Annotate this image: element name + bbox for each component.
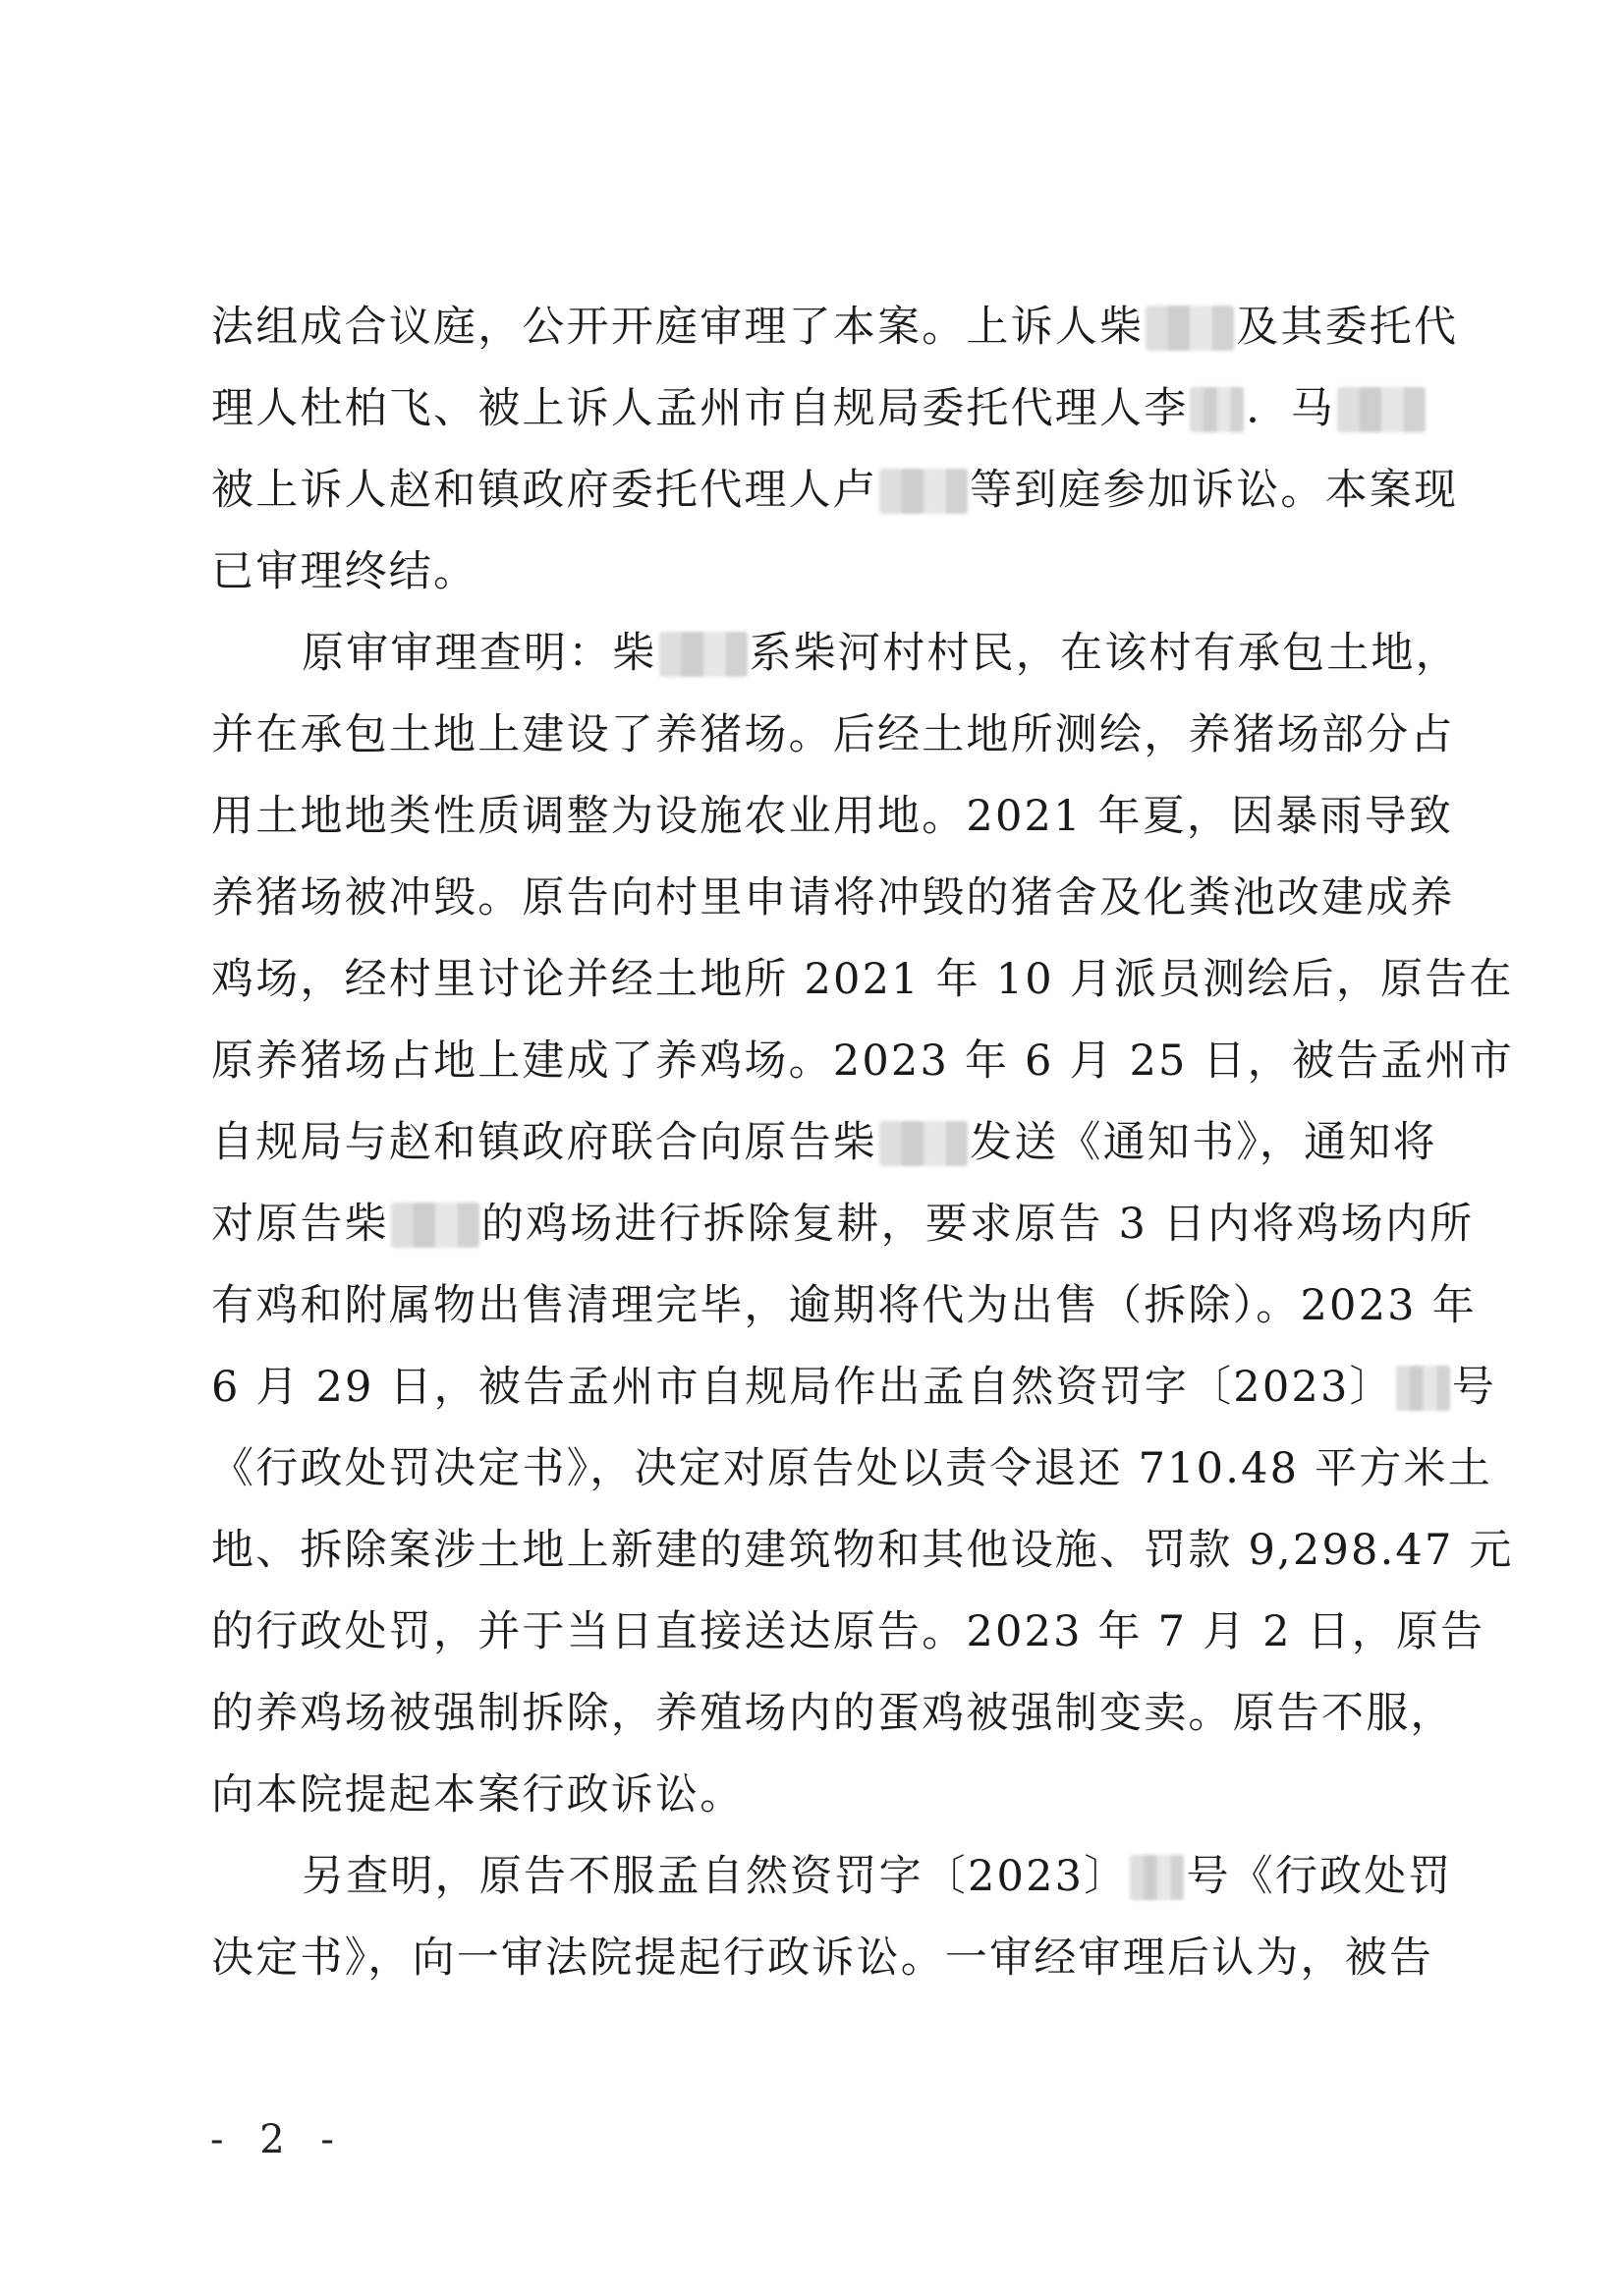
text-segment: 《行政处罚决定书》，决定对原告处以责令退还 710.48 平方米土 [211, 1444, 1492, 1493]
text-segment: 原养猪场占地上建成了养鸡场。2023 年 6 月 25 日，被告孟州市 [211, 1036, 1514, 1086]
text-line [211, 532, 1420, 613]
text-line [211, 776, 1454, 858]
redacted-number [1130, 1855, 1184, 1900]
redacted-name [879, 1121, 968, 1166]
text-segment: 法组成合议庭，公开开庭审理了本案。上诉人柴 [211, 303, 1145, 352]
text-segment: 的行政处罚，并于当日直接送达原告。2023 年 7 月 2 日，原告 [211, 1607, 1485, 1656]
text-line [211, 613, 1460, 695]
text-segment: 6 月 29 日，被告孟州市自规局作出孟自然资罚字〔2023〕 [211, 1363, 1394, 1412]
text-segment: 地、拆除案涉土地上新建的建筑物和其他设施、罚款 9,298.47 元 [211, 1526, 1514, 1575]
text-segment: 被上诉人赵和镇政府委托代理人卢 [211, 466, 877, 515]
text-segment: 已审理终结。 [211, 547, 478, 596]
redacted-number [1396, 1366, 1450, 1411]
redacted-name [659, 632, 748, 677]
page-number: - 2 - [210, 2117, 346, 2162]
text-line [211, 1510, 1514, 1592]
text-segment: 鸡场，经村里讨论并经土地所 2021 年 10 月派员测绘后，原告在 [211, 955, 1514, 1004]
text-segment: 发送《通知书》，通知将 [970, 1118, 1437, 1167]
text-line [211, 1021, 1514, 1102]
redacted-name [1337, 387, 1426, 432]
text-segment: 有鸡和附属物出售清理完毕，逾期将代为出售（拆除）。2023 年 [211, 1281, 1477, 1330]
text-segment: ．马 [1246, 384, 1335, 433]
text-line [211, 1918, 1434, 1999]
text-segment: 号 [1451, 1363, 1496, 1412]
text-segment: 并在承包土地上建设了养猪场。后经土地所测绘，养猪场部分占 [211, 710, 1455, 759]
text-segment: 自规局与赵和镇政府联合向原告柴 [211, 1118, 877, 1167]
text-segment: 向本院提起本案行政诉讼。 [211, 1770, 745, 1820]
redacted-name [1190, 387, 1244, 432]
text-segment: 的鸡场进行拆除复耕，要求原告 3 日内将鸡场内所 [480, 1200, 1475, 1249]
text-segment: 理人杜柏飞、被上诉人孟州市自规局委托代理人李 [211, 384, 1189, 433]
text-segment: 用土地地类性质调整为设施农业用地。2021 年夏，因暴雨导致 [211, 792, 1454, 841]
text-segment: 等到庭参加诉讼。本案现 [970, 466, 1459, 515]
text-line [211, 1673, 1455, 1755]
text-segment: 系柴河村村民，在该村有承包土地， [749, 629, 1460, 678]
text-line [211, 368, 1420, 450]
text-line [211, 1184, 1475, 1265]
redacted-name [391, 1203, 479, 1248]
text-line [211, 450, 1459, 532]
redacted-name [879, 469, 968, 514]
body-text [211, 287, 1514, 1999]
text-segment: 原审审理查明：柴 [302, 629, 657, 678]
text-segment: 号《行政处罚 [1186, 1852, 1453, 1901]
text-segment: 的养鸡场被强制拆除，养殖场内的蛋鸡被强制变卖。原告不服， [211, 1689, 1455, 1738]
text-line [211, 858, 1455, 939]
text-line [211, 1102, 1437, 1184]
text-segment: 对原告柴 [211, 1200, 389, 1249]
text-line [211, 287, 1459, 368]
text-line [211, 1755, 1420, 1836]
text-line [211, 1265, 1477, 1347]
text-segment: 及其委托代 [1236, 303, 1459, 352]
text-segment: 养猪场被冲毁。原告向村里申请将冲毁的猪舍及化粪池改建成养 [211, 873, 1455, 923]
text-segment: 另查明，原告不服孟自然资罚字〔2023〕 [302, 1852, 1129, 1901]
text-line [211, 939, 1514, 1021]
text-line [211, 1428, 1492, 1510]
redacted-name [1146, 306, 1234, 351]
text-line [211, 1347, 1496, 1428]
text-line [211, 695, 1455, 776]
text-line [211, 1836, 1453, 1918]
text-line [211, 1592, 1485, 1673]
text-segment: 决定书》，向一审法院提起行政诉讼。一审经审理后认为，被告 [211, 1933, 1434, 1983]
